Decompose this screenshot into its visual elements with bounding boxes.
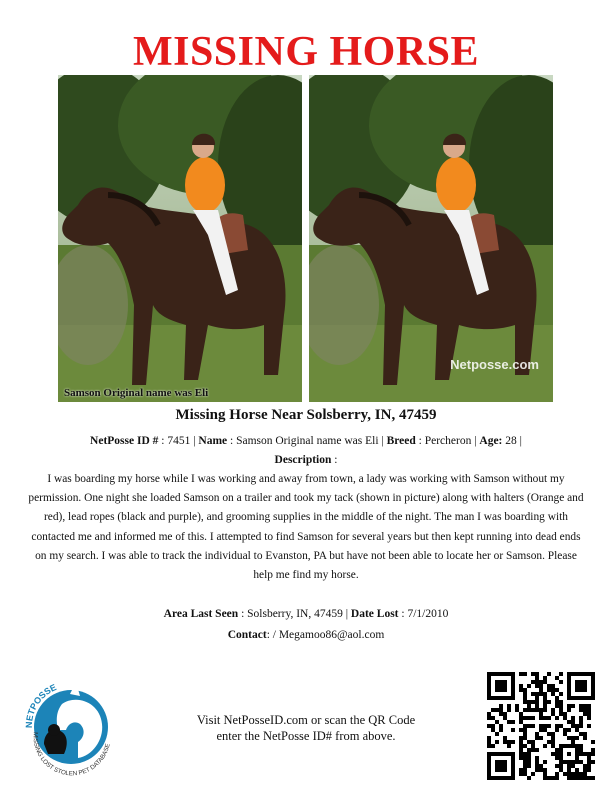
horse-photo-left bbox=[58, 75, 302, 402]
breed-label: Breed bbox=[386, 435, 416, 447]
age-value: 28 | bbox=[502, 435, 522, 447]
description-label: Description bbox=[274, 454, 332, 466]
horse-photo-illustration bbox=[309, 75, 553, 402]
horse-photo-illustration bbox=[58, 75, 302, 402]
poster-subtitle: Missing Horse Near Solsberry, IN, 47459 bbox=[175, 407, 437, 423]
pet-details bbox=[0, 432, 612, 470]
area-last-seen-value: : Solsberry, IN, 47459 | bbox=[238, 608, 351, 620]
qr-code[interactable] bbox=[487, 672, 595, 780]
contact-label: Contact bbox=[227, 629, 267, 641]
logo-bottom-text: MISSING LOST STOLEN PET DATABASE bbox=[31, 731, 112, 778]
contact-line bbox=[0, 625, 612, 646]
last-seen-line bbox=[0, 604, 612, 625]
logo-top-text: NETPOSSE bbox=[23, 682, 58, 729]
name-value: : Samson Original name was Eli | bbox=[227, 435, 387, 447]
netposse-id-label: NetPosse ID # bbox=[90, 435, 159, 447]
visit-instructions bbox=[150, 712, 462, 744]
last-seen-block bbox=[0, 604, 612, 646]
area-last-seen-label: Area Last Seen bbox=[163, 608, 239, 620]
breed-value: : Percheron | bbox=[415, 435, 480, 447]
qr-code-icon bbox=[487, 672, 595, 780]
horse-photo-right bbox=[309, 75, 553, 402]
name-label: Name bbox=[198, 435, 228, 447]
visit-line-1: Visit NetPosseID.com or scan the QR Code bbox=[196, 713, 416, 727]
netposse-id-value: : 7451 | bbox=[158, 435, 199, 447]
netposse-logo-icon bbox=[18, 672, 124, 778]
description-heading bbox=[0, 451, 612, 470]
date-lost-label: Date Lost bbox=[350, 608, 399, 620]
contact-value: : / Megamoo86@aol.com bbox=[266, 629, 385, 641]
poster-headline: MISSING HORSE bbox=[132, 29, 480, 75]
netposse-logo bbox=[18, 672, 124, 778]
pet-details-line bbox=[0, 432, 612, 451]
visit-line-2: enter the NetPosse ID# from above. bbox=[216, 729, 396, 743]
description-text: I was boarding my horse while I was working and away from town, a lady was working with Samson without my permission. One night she loaded Samson on a trailer and took my tack (shown in picture) along with halters (Orange and red), lead ropes (black and purple), and grooming supplies in the middle of the night. The man I was boarding with contacted me and informed me of this. I attempted to find Samson for several years but then kept running into dead ends on my search. I was able to track the individual to Evanston, PA but have not been able to locate her or Samson. Please help me find my horse. bbox=[28, 473, 584, 582]
description-suffix: : bbox=[331, 454, 338, 466]
photo-caption: Samson Original name was Eli bbox=[64, 387, 209, 399]
photo-watermark: Netposse.com bbox=[450, 357, 539, 372]
age-label: Age: bbox=[479, 435, 503, 447]
date-lost-value: : 7/1/2010 bbox=[398, 608, 449, 620]
